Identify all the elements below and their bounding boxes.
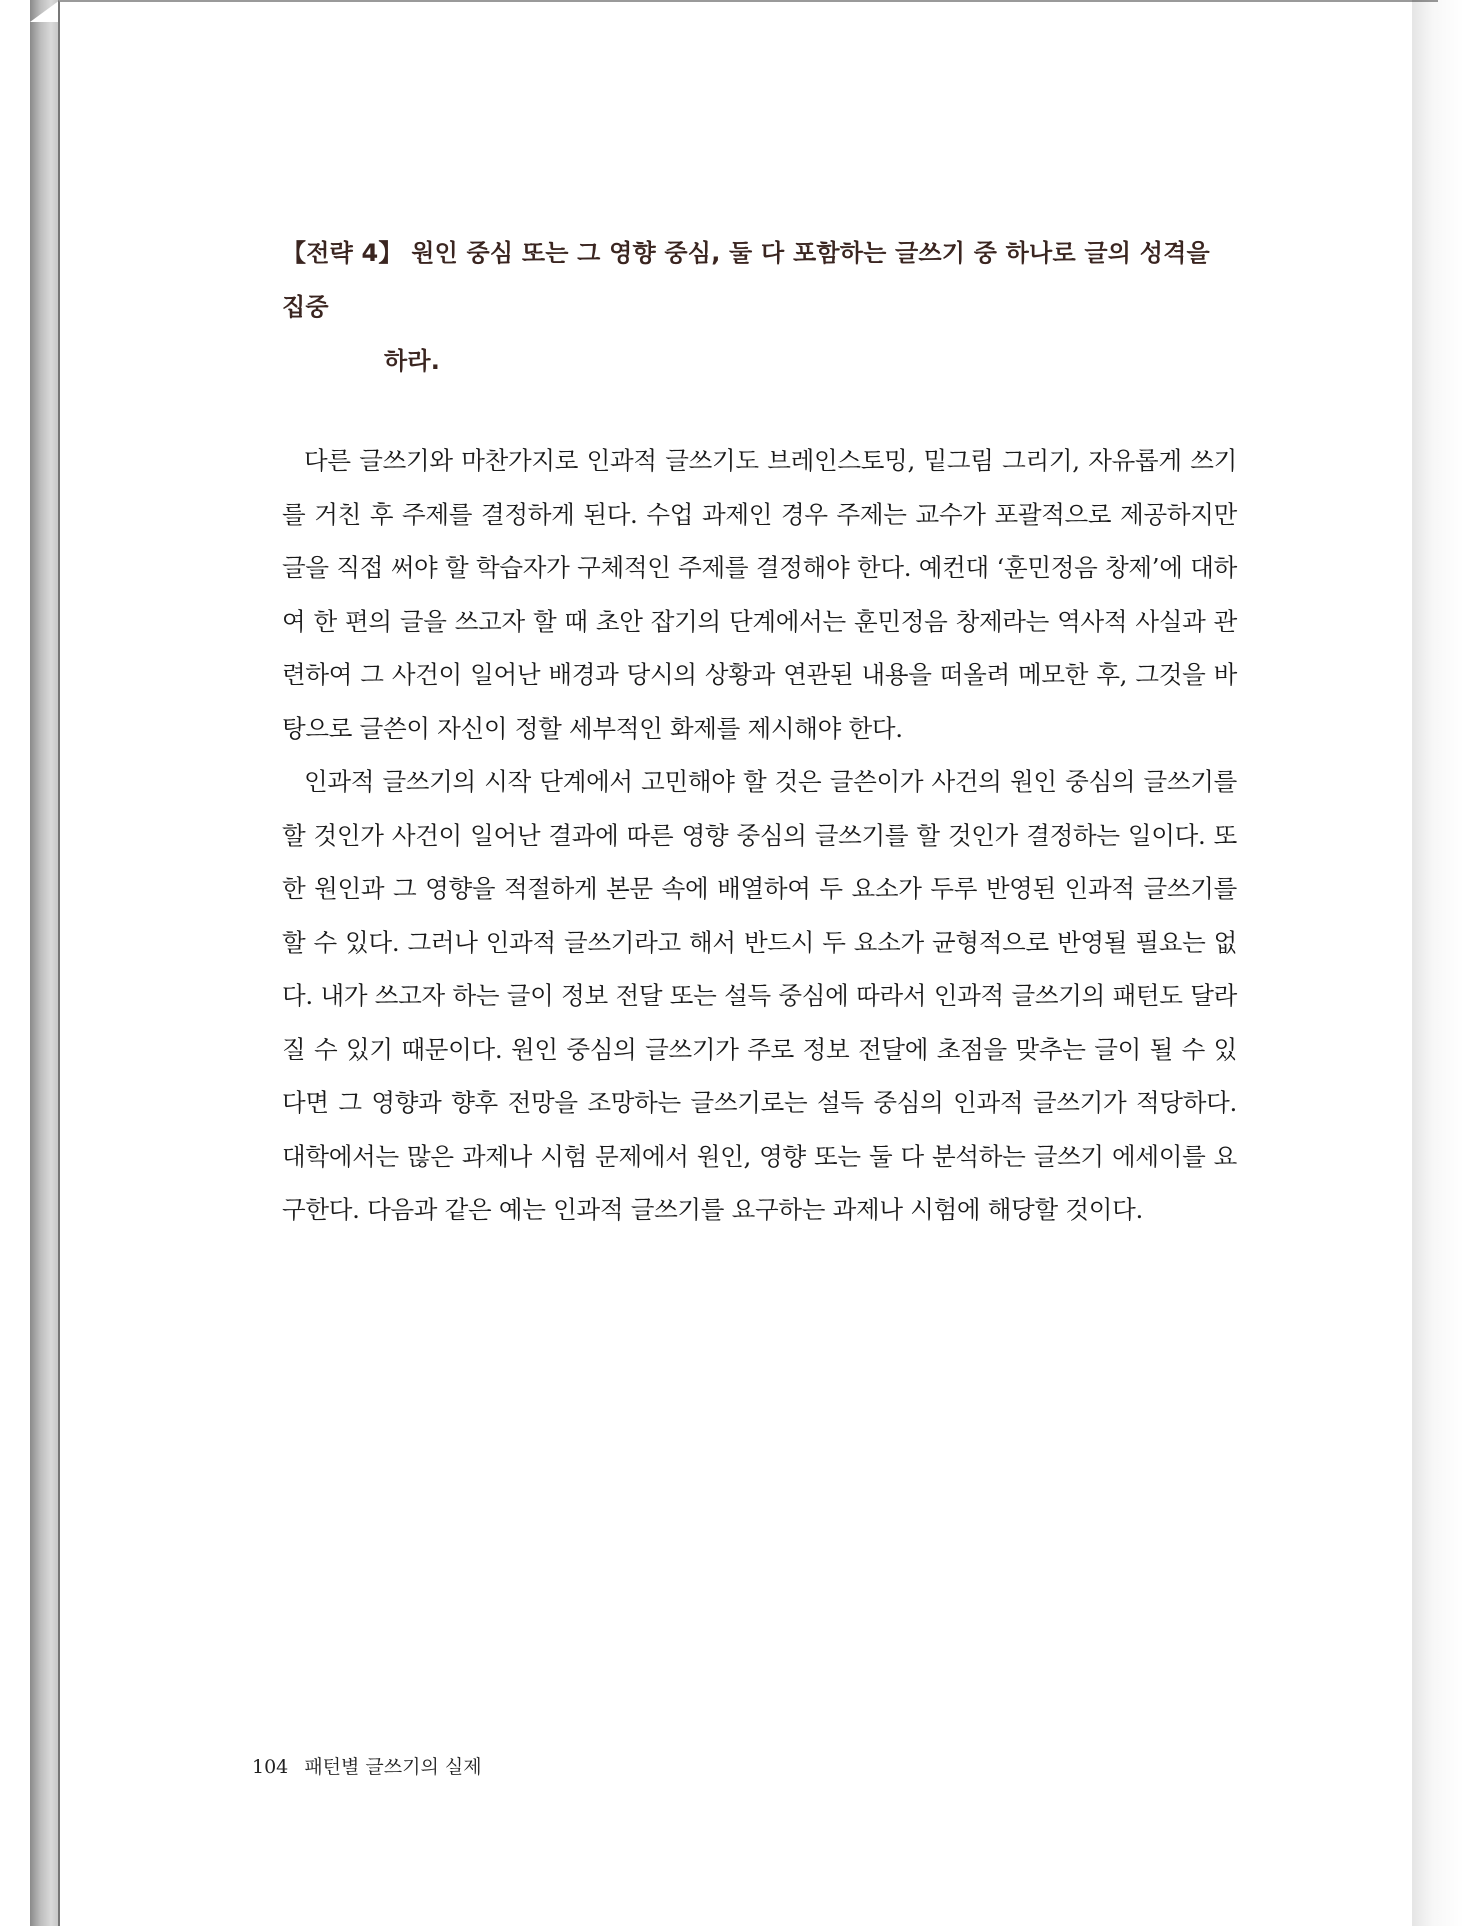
page-content: [282, 226, 1237, 1237]
page-footer: [252, 1752, 482, 1779]
strategy-heading: [282, 226, 1237, 388]
strategy-heading-line-2: 하라.: [384, 347, 441, 375]
page-number: 104: [252, 1756, 289, 1778]
book-spine-edge: [30, 0, 60, 1926]
strategy-label: 【전략 4】: [282, 239, 403, 267]
body-paragraph-1: 다른 글쓰기와 마찬가지로 인과적 글쓰기도 브레인스토밍, 밑그림 그리기, 자유롭게 쓰기를 거친 후 주제를 결정하게 된다. 수업 과제인 경우 주제는 교수가 포괄적으로 제공하지만 글을 직접 써야 할 학습자가 구체적인 주제를 결정해야 한다. 예컨대 ‘훈민정음 창제’에 대하여 한 편의 글을 쓰고자 할 때 초안 잡기의 단계에서는 훈민정음 창제라는 역사적 사실과 관련하여 그 사건이 일어난 배경과 당시의 상황과 연관된 내용을 떠올려 메모한 후, 그것을 바탕으로 글쓴이 자신이 정할 세부적인 화제를 제시해야 한다.: [282, 446, 1237, 743]
running-title: 패턴별 글쓰기의 실제: [304, 1756, 482, 1778]
page-gutter-shadow: [1412, 0, 1464, 1926]
body-paragraph-2: 인과적 글쓰기의 시작 단계에서 고민해야 할 것은 글쓴이가 사건의 원인 중심의 글쓰기를 할 것인가 사건이 일어난 결과에 따른 영향 중심의 글쓰기를 할 것인가 결정하는 일이다. 또한 원인과 그 영향을 적절하게 본문 속에 배열하여 두 요소가 두루 반영된 인과적 글쓰기를 할 수 있다. 그러나 인과적 글쓰기라고 해서 반드시 두 요소가 균형적으로 반영될 필요는 없다. 내가 쓰고자 하는 글이 정보 전달 또는 설득 중심에 따라서 인과적 글쓰기의 패턴도 달라질 수 있기 때문이다. 원인 중심의 글쓰기가 주로 정보 전달에 초점을 맞추는 글이 될 수 있다면 그 영향과 향후 전망을 조망하는 글쓰기로는 설득 중심의 인과적 글쓰기가 적당하다. 대학에서는 많은 과제나 시험 문제에서 원인, 영향 또는 둘 다 분석하는 글쓰기 에세이를 요구한다. 다음과 같은 예는 인과적 글쓰기를 요구하는 과제나 시험에 해당할 것이다.: [282, 767, 1237, 1224]
strategy-heading-line-1: 원인 중심 또는 그 영향 중심, 둘 다 포함하는 글쓰기 중 하나로 글의 성격을 집중: [282, 239, 1210, 321]
